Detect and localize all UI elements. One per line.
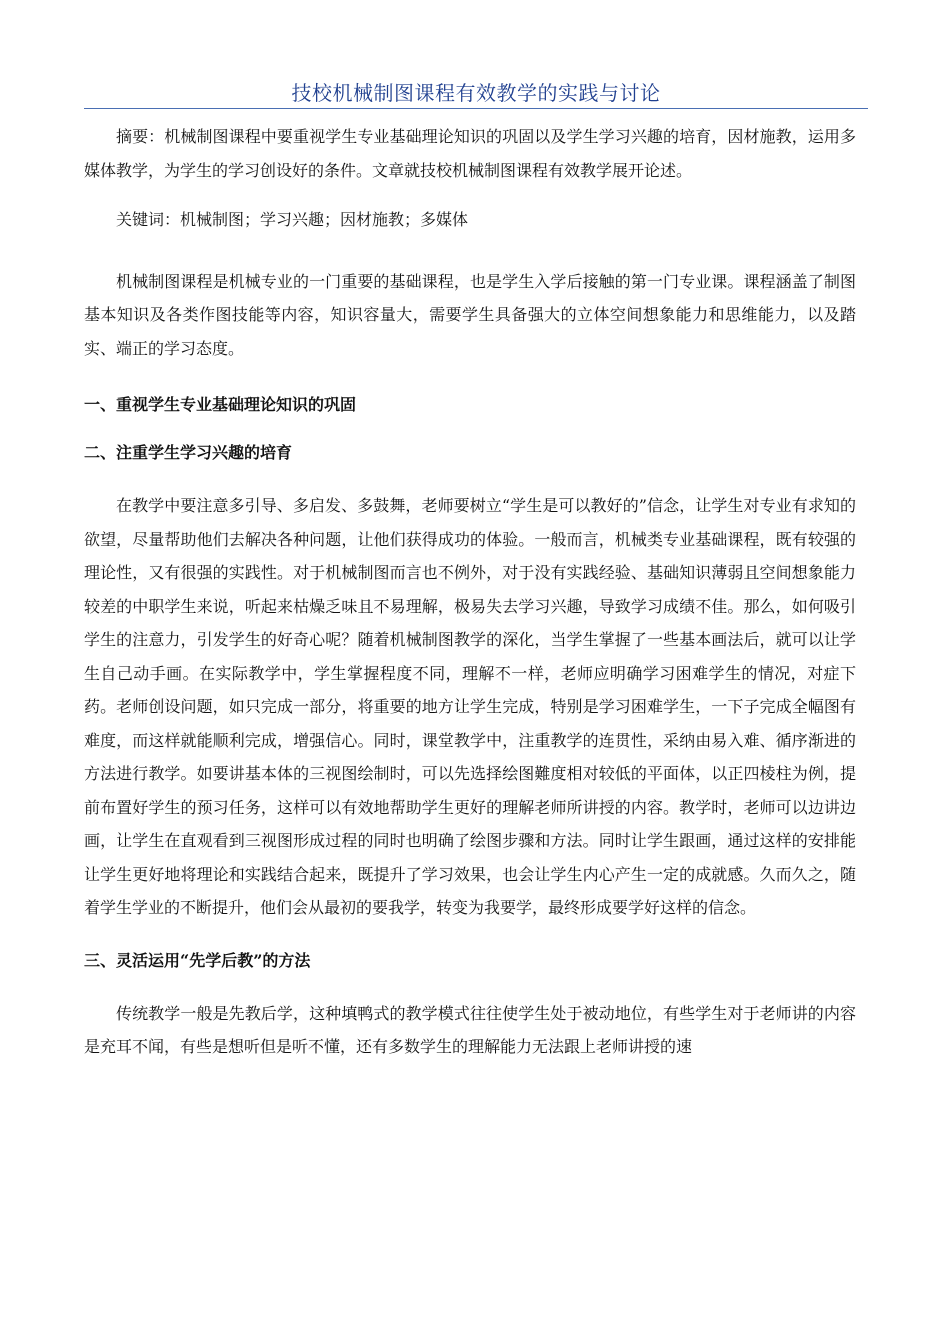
abstract-paragraph: 摘要：机械制图课程中要重视学生专业基础理论知识的巩固以及学生学习兴趣的培育，因材施教，运用多媒体教学，为学生的学习创设好的条件。文章就技校机械制图课程有效教学展开论述。 (84, 127, 856, 180)
section-heading-1: 一、重视学生专业基础理论知识的巩固 (84, 395, 357, 414)
section-heading-2: 二、注重学生学习兴趣的培育 (84, 443, 293, 462)
intro-paragraph: 机械制图课程是机械专业的一门重要的基础课程，也是学生入学后接触的第一门专业课。课程涵盖了制图基本知识及各类作图技能等内容，知识容量大，需要学生具备强大的立体空间想象能力和思维能力，以及踏实、端正的学习态度。 (84, 271, 856, 358)
title-underline (84, 108, 868, 109)
keywords-paragraph: 关键词：机械制图；学习兴趣；因材施教；多媒体 (116, 210, 469, 229)
document-title: 技校机械制图课程有效教学的实践与讨论 (291, 81, 661, 105)
section-3-paragraph: 传统教学一般是先教后学，这种填鸭式的教学模式往往使学生处于被动地位，有些学生对于老师讲的内容是充耳不闻，有些是想听但是听不懂，还有多数学生的理解能力无法跟上老师讲授的速 (84, 1003, 856, 1056)
section-2-paragraph: 在教学中要注意多引导、多启发、多鼓舞，老师要树立“学生是可以教好的”信念，让学生对专业有求知的欲望，尽量帮助他们去解决各种问题，让他们获得成功的体验。一般而言，机械类专业基础课程，既有较强的理论性，又有很强的实践性。对于机械制图而言也不例外，对于没有实践经验、基础知识薄弱且空间想象能力较差的中职学生来说，听起来枯燥乏味且不易理解，极易失去学习兴趣，导致学习成绩不佳。那么，如何吸引学生的注意力，引发学生的好奇心呢？随着机械制图教学的深化，当学生掌握了一些基本画法后，就可以让学生自己动手画。在实际教学中，学生掌握程度不同，理解不一样，老师应明确学习困难学生的情况，对症下药。老师创设问题，如只完成一部分，将重要的地方让学生完成，特别是学习困难学生，一下子完成全幅图有难度，而这样就能顺利完成，增强信心。同时，课堂教学中，注重教学的连贯性，采纳由易入难、循序渐进的方法进行教学。如要讲基本体的三视图绘制时，可以先选择绘图難度相对较低的平面体，以正四棱柱为例，提前布置好学生的预习任务，这样可以有效地帮助学生更好的理解老师所讲授的内容。教学时，老师可以边讲边画，让学生在直观看到三视图形成过程的同时也明确了绘图步骤和方法。同时让学生跟画，通过这样的安排能让学生更好地将理论和实践结合起来，既提升了学习效果，也会让学生内心产生一定的成就感。久而久之，随着学生学业的不断提升，他们会从最初的要我学，转变为我要学，最终形成要学好这样的信念。 (84, 496, 856, 917)
document-body (84, 120, 856, 1064)
section-heading-3: 三、灵活运用“先学后教”的方法 (84, 950, 311, 970)
